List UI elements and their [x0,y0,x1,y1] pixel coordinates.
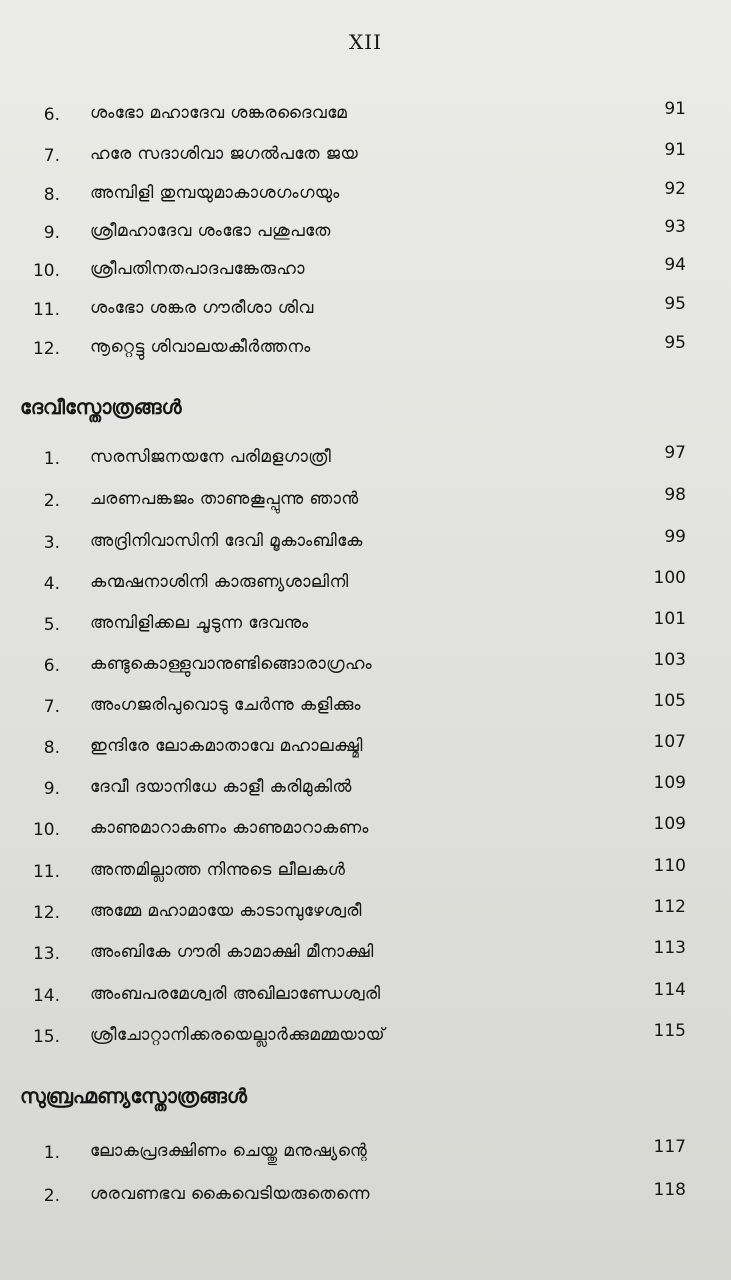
entry-number: 15. [32,1027,60,1047]
entry-title: അമ്പിളിക്കല ചൂടുന്ന ദേവനും [90,613,309,633]
entry-title: ദേവീ ദയാനിധേ കാളീ കരിമുകിൽ [90,777,352,797]
toc-entry [0,1021,731,1055]
entry-title: ശ്രീപതിനതപാദപങ്കേരുഹാ [90,259,305,279]
entry-title: കന്മഷനാശിനി കാരുണ്യശാലിനി [90,572,349,592]
entry-page: 117 [653,1137,686,1157]
entry-page: 109 [653,773,686,793]
entry-title: കാണുമാറാകണം കാണുമാറാകണം [90,818,369,838]
entry-title: നൂറ്റെട്ടു ശിവാലയകീർത്തനം [90,337,311,357]
entry-title: ശ്രീമഹാദേവ ശംഭോ പശുപതേ [90,221,331,241]
entry-title: സരസിജനയനേ പരിമളഗാത്രീ [90,447,332,467]
page-number: XII [348,30,383,54]
toc-entry [0,856,731,890]
entry-number: 13. [32,944,60,964]
toc-entry [0,255,731,289]
toc-entry [0,938,731,972]
entry-title: അംബപരമേശ്വരി അഖിലാണ്ഡേശ്വരി [90,984,381,1004]
entry-page: 101 [653,609,686,629]
entry-number: 7. [43,697,60,717]
toc-entry [0,443,731,477]
toc-entry [0,333,731,367]
entry-title: ശരവണഭവ കൈവെടിയരുതെന്നെ [90,1184,370,1204]
toc-entry [0,609,731,643]
entry-number: 14. [32,986,60,1006]
entry-page: 91 [664,99,686,119]
toc-entry [0,568,731,602]
toc-entry [0,1137,731,1171]
entry-page: 109 [653,814,686,834]
entry-number: 12. [32,903,60,923]
entry-title: ചരണപങ്കജം താണുകൂപ്പുന്നു ഞാൻ [90,489,359,509]
entry-number: 2. [43,1186,60,1206]
entry-number: 11. [32,862,60,882]
toc-entry [0,99,731,133]
toc-entry [0,732,731,766]
entry-page: 93 [664,217,686,237]
toc-entry [0,140,731,174]
entry-number: 12. [32,339,60,359]
entry-title: അംബികേ ഗൗരി കാമാക്ഷി മീനാക്ഷി [90,942,374,962]
entry-page: 112 [653,897,686,917]
entry-title: അമ്മേ മഹാമായേ കാടാമ്പുഴേശ്വരീ [90,901,362,921]
entry-page: 114 [653,980,686,1000]
entry-title: ശംഭോ മഹാദേവ ശങ്കരദൈവമേ [90,103,348,123]
toc-entry [0,527,731,561]
entry-page: 113 [653,938,686,958]
toc-entry [0,485,731,519]
entry-page: 118 [653,1180,686,1200]
entry-page: 115 [653,1021,686,1041]
entry-title: ഇന്ദിരേ ലോകമാതാവേ മഹാലക്ഷ്മി [90,736,363,756]
entry-number: 9. [43,779,60,799]
toc-entry [0,294,731,328]
entry-page: 91 [664,140,686,160]
entry-number: 8. [43,185,60,205]
entry-number: 10. [32,820,60,840]
toc-entry [0,1180,731,1214]
entry-number: 5. [43,615,60,635]
entry-title: അന്തമില്ലാത്ത നിന്നുടെ ലീലകൾ [90,860,346,880]
entry-page: 103 [653,650,686,670]
entry-title: ഹരേ സദാശിവാ ജഗൽപതേ ജയ [90,144,359,164]
toc-entry [0,980,731,1014]
entry-page: 97 [664,443,686,463]
entry-number: 2. [43,491,60,511]
entry-page: 99 [664,527,686,547]
entry-title: കണ്ടുകൊള്ളുവാനുണ്ടിങ്ങൊരാഗ്രഹം [90,654,372,674]
section-heading: ദേവീസ്തോത്രങ്ങൾ [20,395,182,419]
entry-number: 7. [43,146,60,166]
entry-page: 98 [664,485,686,505]
toc-entry [0,650,731,684]
entry-page: 92 [664,179,686,199]
entry-number: 1. [43,1143,60,1163]
toc-entry [0,217,731,251]
toc-entry [0,897,731,931]
entry-page: 95 [664,333,686,353]
entry-number: 9. [43,223,60,243]
toc-entry [0,691,731,725]
entry-page: 100 [653,568,686,588]
entry-title: ശംഭോ ശങ്കര ഗൗരീശാ ശിവ [90,298,314,318]
entry-number: 6. [43,105,60,125]
entry-page: 110 [653,856,686,876]
entry-title: ലോകപ്രദക്ഷിണം ചെയ്തു മനുഷ്യന്റെ [90,1141,368,1161]
entry-page: 94 [664,255,686,275]
toc-entry [0,814,731,848]
entry-number: 8. [43,738,60,758]
entry-title: അംഗജരിപുവൊടു ചേർന്നു കളിക്കും [90,695,361,715]
section-heading: സുബ്രഹ്മണ്യസ്തോത്രങ്ങൾ [20,1084,247,1108]
entry-number: 11. [32,300,60,320]
entry-page: 95 [664,294,686,314]
toc-entry [0,773,731,807]
entry-title: അമ്പിളി തുമ്പയുമാകാശഗംഗയും [90,183,340,203]
entry-page: 105 [653,691,686,711]
entry-number: 6. [43,656,60,676]
entry-number: 1. [43,449,60,469]
entry-number: 4. [43,574,60,594]
entry-title: ശ്രീചോറ്റാനിക്കരയെല്ലാർക്കുമമ്മയായ് [90,1025,385,1045]
toc-entry [0,179,731,213]
entry-title: അദ്രിനിവാസിനി ദേവി മൂകാംബികേ [90,531,363,551]
entry-number: 3. [43,533,60,553]
entry-page: 107 [653,732,686,752]
entry-number: 10. [32,261,60,281]
